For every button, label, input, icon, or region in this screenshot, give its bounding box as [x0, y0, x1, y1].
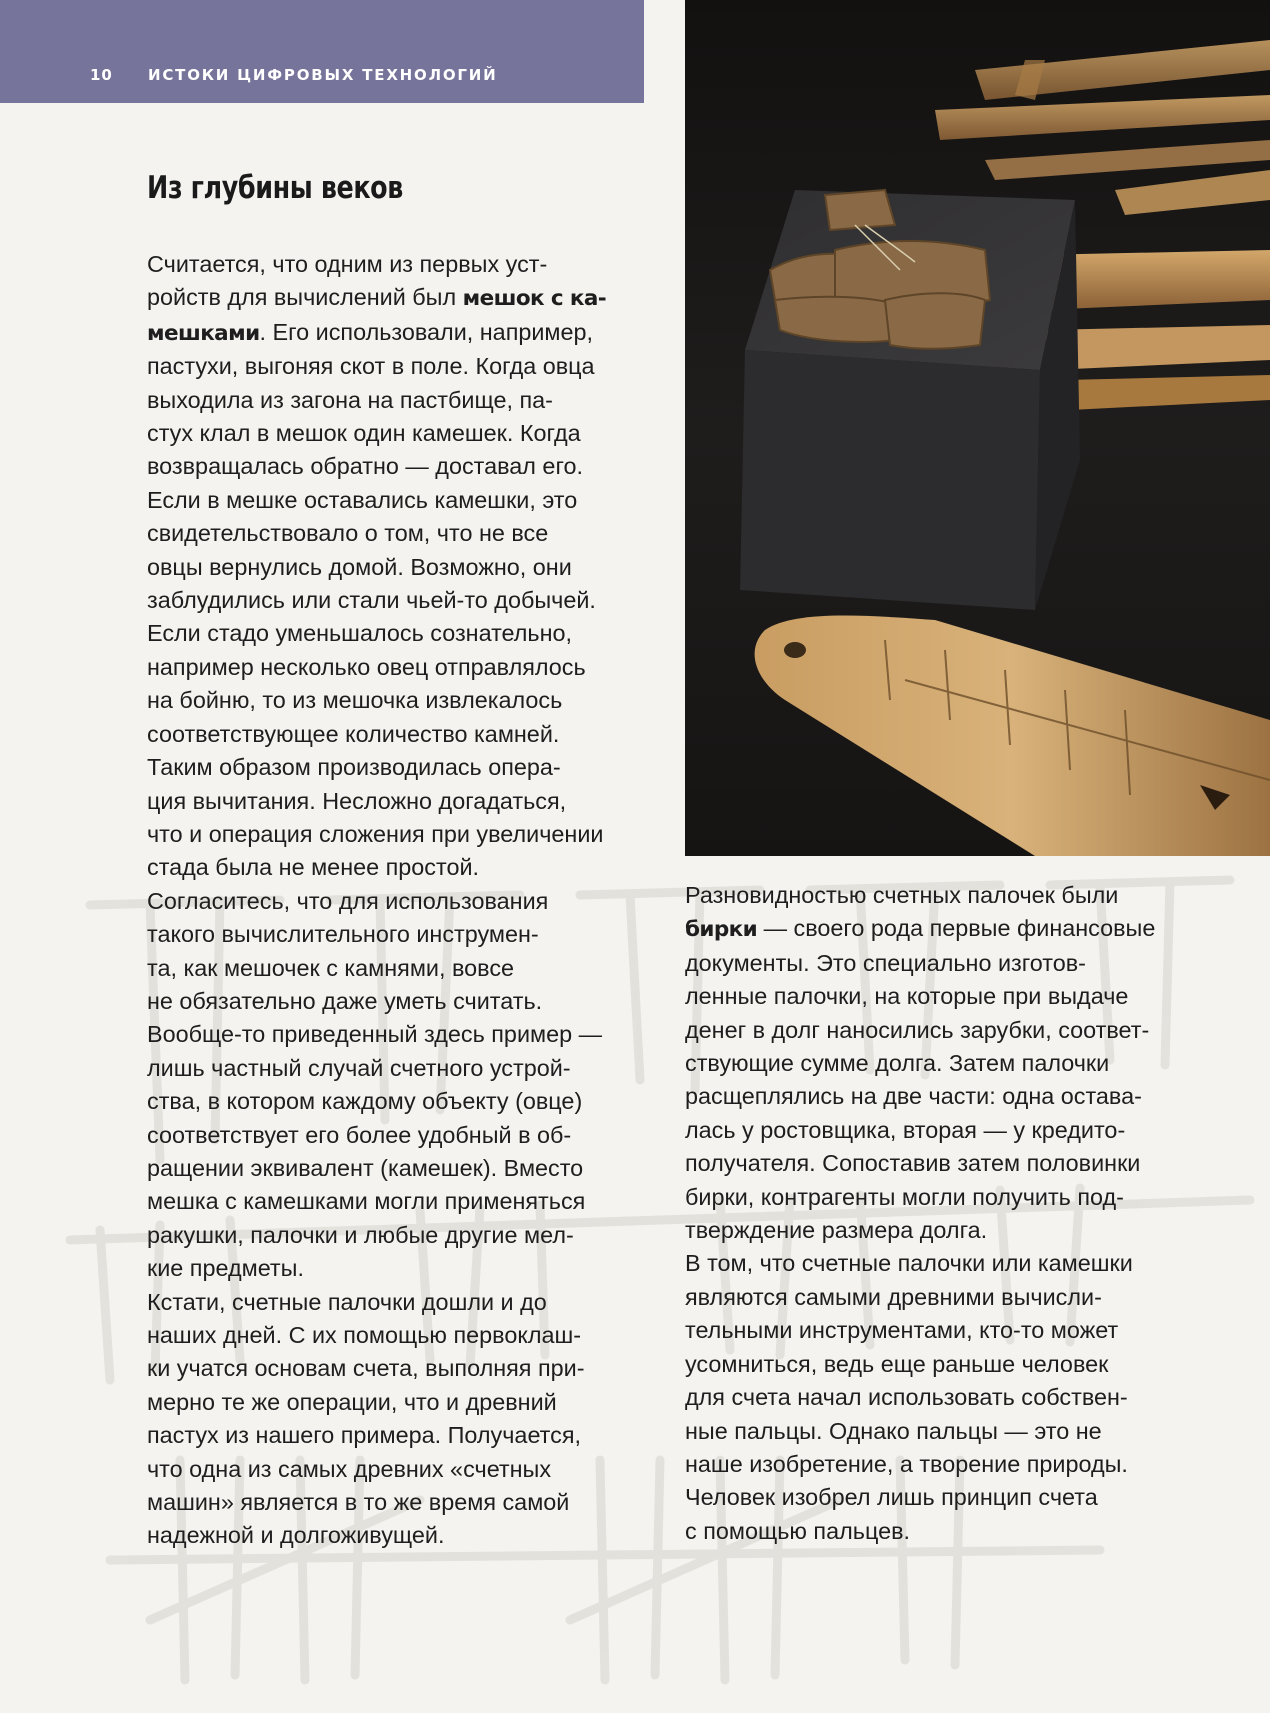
section-heading: Из глубины веков: [147, 170, 403, 206]
text-line: усомниться, ведь еще раньше человек: [685, 1350, 1109, 1377]
text-line: расщеплялись на две части: одна остава-: [685, 1083, 1142, 1110]
text-line: кие предметы.: [147, 1255, 304, 1282]
text-line: Если стадо уменьшалось сознательно,: [147, 620, 573, 647]
text-line: что и операция сложения при увеличении: [147, 820, 604, 847]
text-line: Человек изобрел лишь принцип счета: [685, 1484, 1098, 1511]
text-line: ракушки, палочки и любые другие мел-: [147, 1221, 574, 1248]
text-line: стух клал в мешок один камешек. Когда: [147, 420, 581, 447]
text-line: с помощью пальцев.: [685, 1517, 911, 1544]
text-line: стада была не менее простой.: [147, 854, 480, 881]
text-line: заблудились или стали чьей-то добычей.: [147, 587, 596, 614]
text-line: получателя. Сопоставив затем половинки: [685, 1150, 1141, 1177]
text-line: бирки, контрагенты могли получить под-: [685, 1183, 1124, 1210]
text-line: надежной и долгоживущей.: [147, 1522, 445, 1549]
text-line: ция вычитания. Несложно догадаться,: [147, 787, 567, 814]
text-line: являются самыми древними вычисли-: [685, 1283, 1102, 1310]
text-line: Согласитесь, что для использования: [147, 887, 549, 914]
text-line: тверждение размера долга.: [685, 1217, 988, 1244]
tally-sticks-photo: [685, 0, 1270, 856]
text-line: например несколько овец отправлялось: [147, 653, 586, 680]
text-line: мешками. Его использовали, например,: [147, 318, 594, 346]
text-line: Вообще-то приведенный здесь пример —: [147, 1021, 602, 1048]
text-line: мерно те же операции, что и древний: [147, 1388, 557, 1415]
text-line: тельными инструментами, кто-то может: [685, 1317, 1119, 1344]
text-line: на бойню, то из мешочка извлекалось: [147, 687, 563, 714]
text-line: овцы вернулись домой. Возможно, они: [147, 553, 572, 580]
page-number: 10: [90, 66, 113, 84]
text-line: машин» является в то же время самой: [147, 1489, 570, 1516]
text-line: такого вычислительного инструмен-: [147, 921, 539, 948]
text-line: возвращалась обратно — доставал его.: [147, 453, 583, 480]
right-column-text: [685, 879, 1205, 1548]
text-line: Таким образом производилась опера-: [147, 754, 561, 781]
text-line: пастух из нашего примера. Получается,: [147, 1422, 581, 1449]
text-line: пастухи, выгоняя скот в поле. Когда овца: [147, 353, 595, 380]
text-line: мешка с камешками могли применяться: [147, 1188, 586, 1215]
bold-term: бирки: [685, 917, 758, 943]
left-column-text: [147, 248, 647, 1553]
running-title: ИСТОКИ ЦИФРОВЫХ ТЕХНОЛОГИЙ: [148, 66, 498, 84]
text-line: ройств для вычислений был мешок с ка-: [147, 284, 607, 312]
text-line: не обязательно даже уметь считать.: [147, 987, 543, 1014]
text-line: выходила из загона на пастбище, па-: [147, 386, 553, 413]
text-line: ленные палочки, на которые при выдаче: [685, 983, 1129, 1010]
text-line: та, как мешочек с камнями, вовсе: [147, 954, 515, 981]
text-line: наше изобретение, а творение природы.: [685, 1450, 1128, 1477]
text-line: ные пальцы. Однако пальцы — это не: [685, 1417, 1102, 1444]
text-line: Если в мешке оставались камешки, это: [147, 486, 578, 513]
text-line: В том, что счетные палочки или камешки: [685, 1250, 1133, 1277]
text-line: для счета начал использовать собствен-: [685, 1384, 1128, 1411]
text-line: свидетельствовало о том, что не все: [147, 520, 549, 547]
text-line: документы. Это специально изготов-: [685, 949, 1086, 976]
text-line: ствующие сумме долга. Затем палочки: [685, 1050, 1110, 1077]
bold-term: мешок с ка-: [462, 286, 607, 312]
text-line: ращении эквивалент (камешек). Вместо: [147, 1154, 584, 1181]
text-line: Считается, что одним из первых уст-: [147, 251, 548, 277]
text-line: бирки — своего рода первые финансовые: [685, 915, 1156, 943]
text-line: денег в долг наносились зарубки, соответ-: [685, 1016, 1150, 1043]
bold-term: мешками: [147, 320, 260, 346]
text-line: ки учатся основам счета, выполняя при-: [147, 1355, 585, 1382]
text-line: что одна из самых древних «счетных: [147, 1455, 552, 1482]
text-line: соответствует его более удобный в об-: [147, 1121, 572, 1148]
text-line: лишь частный случай счетного устрой-: [147, 1054, 571, 1081]
text-line: Кстати, счетные палочки дошли и до: [147, 1288, 547, 1315]
text-line: лась у ростовщика, вторая — у кредито-: [685, 1116, 1126, 1143]
text-line: Разновидностью счетных палочек были: [685, 882, 1119, 908]
header-band: [0, 0, 644, 103]
text-line: наших дней. С их помощью первоклаш-: [147, 1322, 582, 1348]
text-line: ства, в котором каждому объекту (овце): [147, 1088, 583, 1115]
text-line: соответствующее количество камней.: [147, 720, 560, 747]
